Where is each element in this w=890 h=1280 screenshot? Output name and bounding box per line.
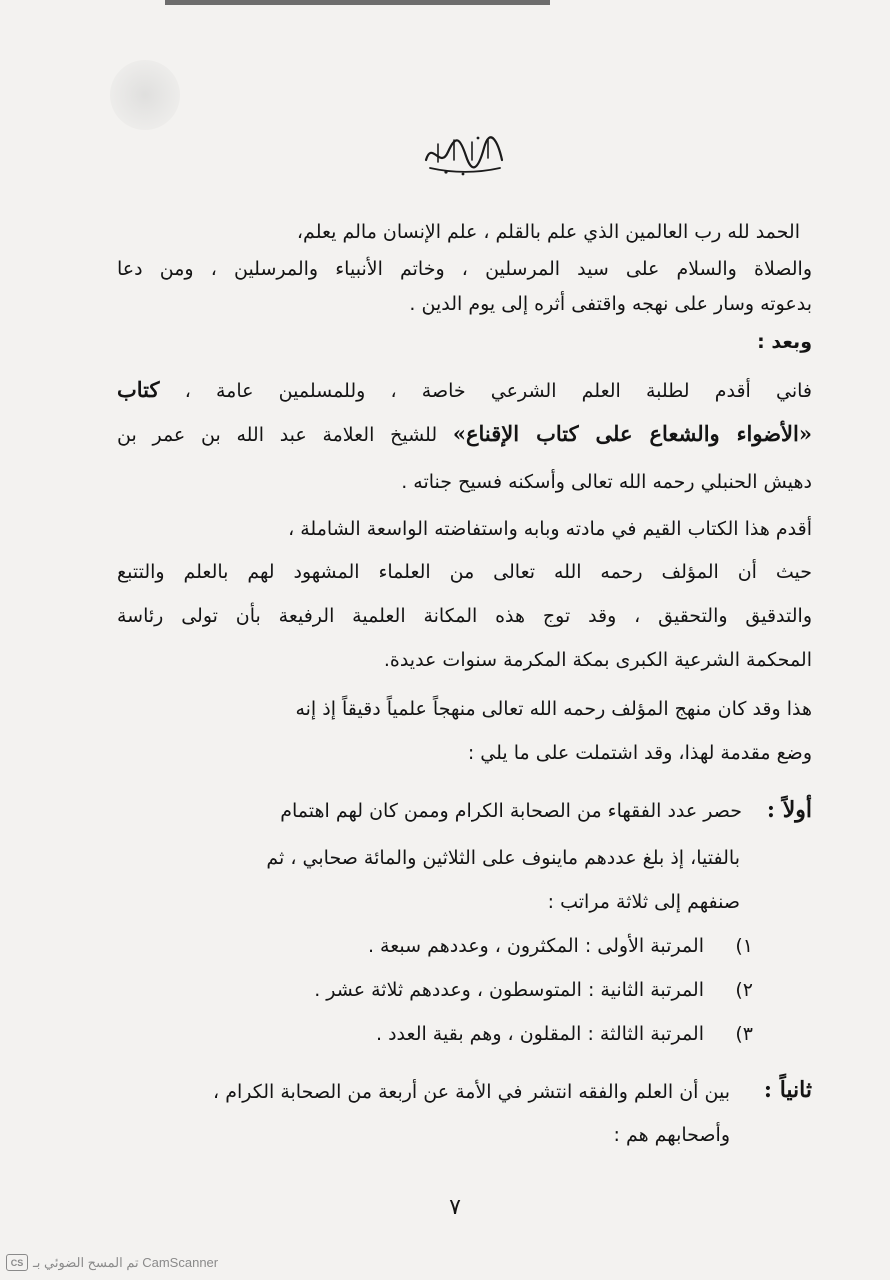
first-point-line-2: بالفتيا، إذ بلغ عددهم ماينوف على الثلاثين والمائة صحابي ، ثم — [266, 847, 740, 869]
rank-1-text: المرتبة الأولى : المكثرون ، وعددهم سبعة . — [367, 935, 704, 957]
rank-3-text: المرتبة الثالثة : المقلون ، وهم بقية العدد . — [376, 1023, 704, 1045]
first-point-marker: أولاً : — [766, 797, 812, 823]
paragraph-3-line-3: والتدقيق والتحقيق ، وقد توج هذه المكانة العلمية الرفيعة بأن تولى رئاسة — [117, 605, 812, 627]
scan-edge-bar — [165, 0, 550, 5]
paragraph-2-line-3: دهيش الحنبلي رحمه الله تعالى وأسكنه فسيح جناته . — [401, 471, 812, 493]
camscanner-logo-icon: CS — [6, 1254, 28, 1271]
rank-3-number: ٣) — [735, 1023, 753, 1045]
paragraph-1-line-1: الحمد لله رب العالمين الذي علم بالقلم ، علم الإنسان مالم يعلم، — [296, 221, 800, 243]
paragraph-2-line-2-text: للشيخ العلامة عبد الله بن عمر بن — [117, 424, 438, 446]
paragraph-3-line-2: حيث أن المؤلف رحمه الله تعالى من العلماء المشهود لهم بالعلم والتتبع — [117, 561, 812, 583]
camscanner-watermark — [6, 1254, 218, 1271]
paragraph-4-line-2: وضع مقدمة لهذا، وقد اشتملت على ما يلي : — [467, 742, 812, 764]
first-point-line-1: حصر عدد الفقهاء من الصحابة الكرام وممن كان لهم اهتمام — [280, 800, 742, 822]
second-point-marker: ثانياً : — [763, 1077, 812, 1103]
paragraph-2-line-1 — [117, 378, 812, 403]
first-point-line-3: صنفهم إلى ثلاثة مراتب : — [547, 891, 740, 913]
paragraph-4-line-1: هذا وقد كان منهج المؤلف رحمه الله تعالى منهجاً علمياً دقيقاً إذ إنه — [295, 698, 812, 720]
scan-smudge — [110, 60, 180, 130]
page-number: ٧ — [449, 1195, 461, 1220]
paragraph-1-line-3: بدعوته وسار على نهجه واقتفى أثره إلى يوم الدين . — [409, 293, 812, 315]
wabaad-heading: وبعد : — [757, 331, 812, 353]
basmala-calligraphy — [418, 130, 508, 178]
rank-1-number: ١) — [735, 935, 753, 957]
second-point-line-2: وأصحابهم هم : — [613, 1124, 730, 1146]
paragraph-1-line-2: والصلاة والسلام على سيد المرسلين ، وخاتم الأنبياء والمرسلين ، ومن دعا — [117, 258, 812, 280]
second-point-line-1: بين أن العلم والفقه انتشر في الأمة عن أربعة من الصحابة الكرام ، — [213, 1081, 730, 1103]
paragraph-2-line-1-text: فاني أقدم لطلبة العلم الشرعي خاصة ، وللمسلمين عامة ، — [184, 380, 812, 402]
camscanner-watermark-text: تم المسح الضوئي بـ CamScanner — [33, 1254, 219, 1270]
rank-2-number: ٢) — [735, 979, 753, 1001]
rank-2-text: المرتبة الثانية : المتوسطون ، وعددهم ثلاثة عشر . — [314, 979, 704, 1001]
paragraph-3-line-1: أقدم هذا الكتاب القيم في مادته وبابه واستفاضته الواسعة الشاملة ، — [288, 518, 812, 540]
paragraph-2-line-2 — [117, 422, 812, 447]
paragraph-3-line-4: المحكمة الشرعية الكبرى بمكة المكرمة سنوات عديدة. — [383, 649, 812, 671]
book-word-kitab: كتاب — [117, 377, 160, 402]
book-title: «الأضواء والشعاع على كتاب الإقناع» — [452, 421, 812, 446]
